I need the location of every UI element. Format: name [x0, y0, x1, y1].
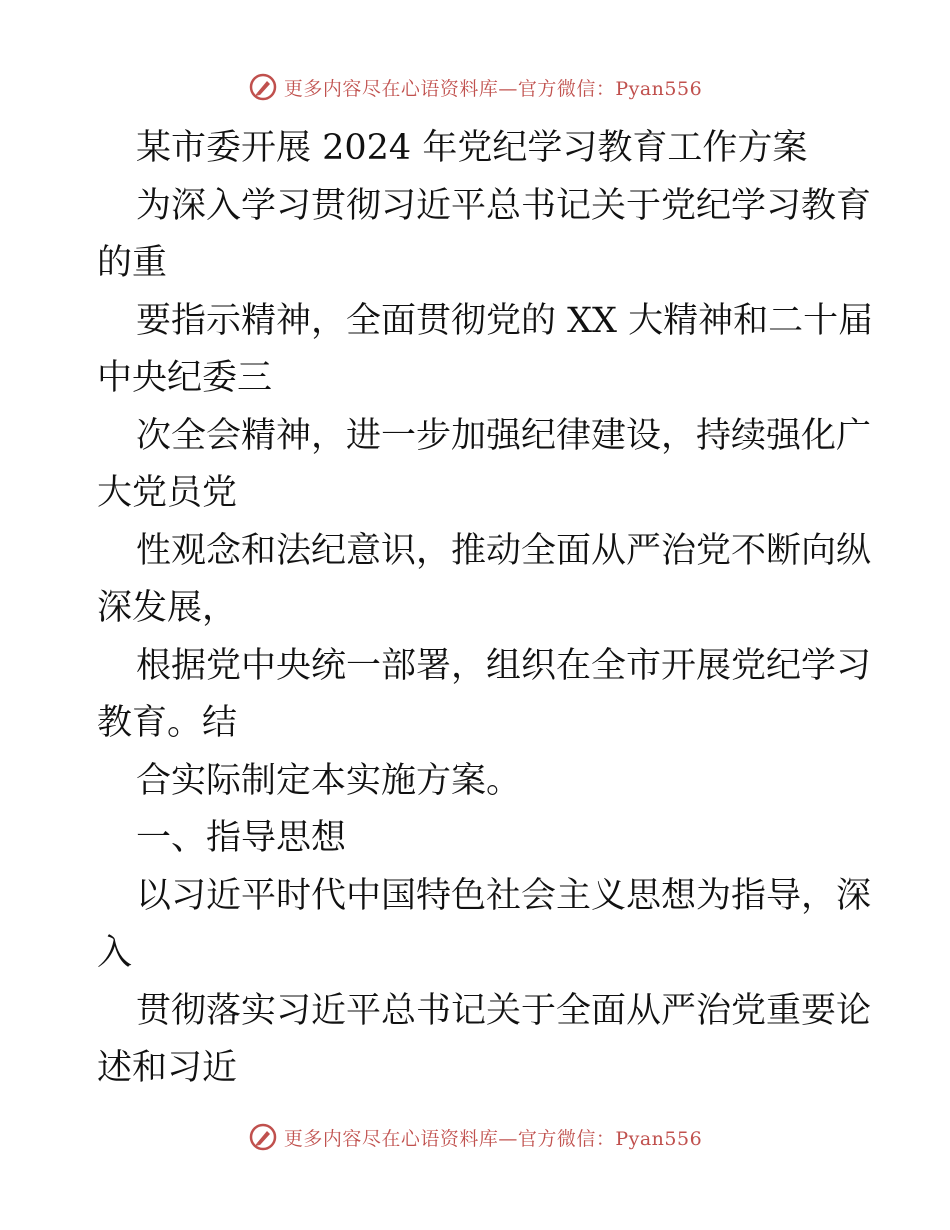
paragraph-line: 次全会精神，进一步加强纪律建设，持续强化广	[136, 415, 872, 456]
document-body	[97, 120, 874, 1098]
paragraph-line: 为深入学习贯彻习近平总书记关于党纪学习教育	[136, 185, 872, 226]
paragraph-line: 性观念和法纪意识，推动全面从严治党不断向纵	[136, 530, 872, 571]
pen-logo-icon	[248, 72, 278, 102]
paragraph-line: 要指示精神，全面贯彻党的 XX 大精神和二十届	[136, 300, 874, 341]
document-title: 某市委开展 2024 年党纪学习教育工作方案	[136, 128, 808, 168]
paragraph-line: 述和习近	[97, 1048, 238, 1088]
paragraph-line: 根据党中央统一部署，组织在全市开展党纪学习	[136, 645, 872, 686]
paragraph-line: 入	[97, 933, 133, 973]
footer-watermark	[0, 1122, 950, 1152]
paragraph-line: 大党员党	[97, 473, 238, 513]
paragraph-line: 的重	[97, 243, 168, 283]
watermark-text: 更多内容尽在心语资料库—官方微信：Pyan556	[283, 77, 703, 100]
section-heading: 一、指导思想	[136, 818, 347, 858]
paragraph-line: 合实际制定本实施方案。	[136, 760, 522, 801]
pen-logo-icon	[248, 1122, 278, 1152]
header-watermark	[0, 72, 950, 102]
paragraph-line: 教育。结	[97, 703, 238, 743]
watermark-text: 更多内容尽在心语资料库—官方微信：Pyan556	[283, 1127, 703, 1150]
paragraph-line: 以习近平时代中国特色社会主义思想为指导，深	[136, 875, 872, 916]
paragraph-line: 中央纪委三	[97, 358, 273, 398]
paragraph-line: 贯彻落实习近平总书记关于全面从严治党重要论	[136, 990, 872, 1031]
paragraph-line: 深发展，	[97, 588, 238, 628]
